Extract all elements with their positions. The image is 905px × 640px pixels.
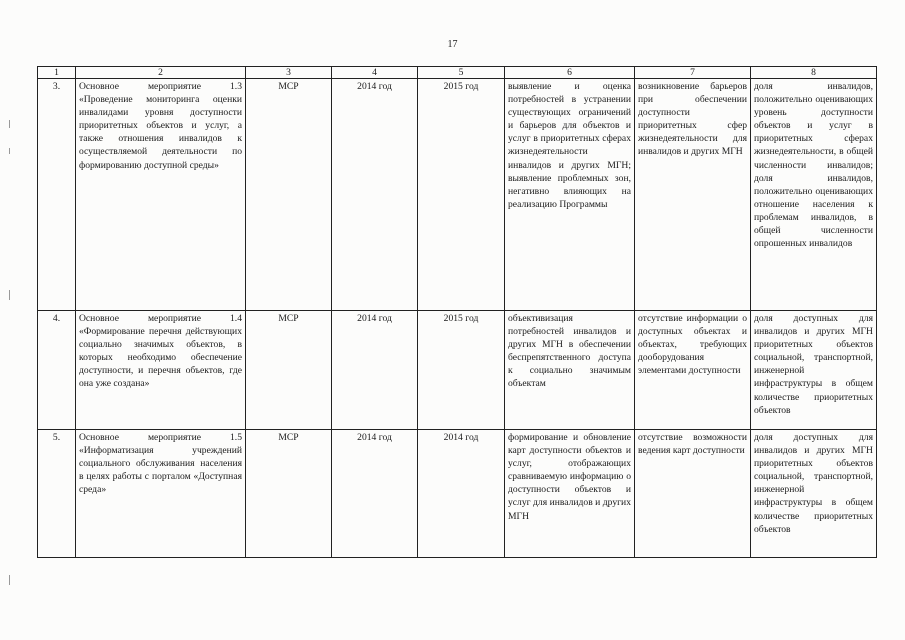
column-header: 2 [76,67,246,79]
consequence: отсутствие возможности ведения карт доступности [635,430,751,558]
expected-result: выявление и оценка потребностей в устранении существующих ограничений и барьеров для объектов и услуг в приоритетных сферах жизнедеятельности инвалидов и других МГН; выявление проблемных зон, негативно влияющих на реализацию Программы [505,79,635,311]
measures-table [37,66,877,558]
executor: МСР [246,311,332,430]
consequence: отсутствие информации о доступных объектах и объектах, требующих дооборудования элементами доступности [635,311,751,430]
margin-mark [9,575,10,585]
table-row [38,430,877,558]
indicator: доля доступных для инвалидов и других МГН приоритетных объектов социальной, транспортной, инженерной инфраструктуры в общем количестве приоритетных объектов [751,430,877,558]
row-number: 4. [38,311,76,430]
column-header: 3 [246,67,332,79]
start-year: 2014 год [332,430,418,558]
end-year: 2015 год [418,79,505,311]
indicator: доля доступных для инвалидов и других МГН приоритетных объектов социальной, транспортной, инженерной инфраструктуры в общем количестве приоритетных объектов [751,311,877,430]
column-number-row [38,67,877,79]
expected-result: формирование и обновление карт доступности объектов и услуг, отображающих сравниваемую информацию о доступности объектов и услуг для инвалидов и других МГН [505,430,635,558]
consequence: возникновение барьеров при обеспечении доступности приоритетных сфер жизнедеятельности для инвалидов и других МГН [635,79,751,311]
margin-mark [9,290,10,300]
margin-mark [9,120,10,128]
column-header: 5 [418,67,505,79]
row-number: 3. [38,79,76,311]
table-row [38,79,877,311]
table-row [38,311,877,430]
start-year: 2014 год [332,79,418,311]
measure-name: Основное мероприятие 1.4 «Формирование перечня действующих социально значимых объектов, в которых необходимо обеспечение доступности, и перечня объектов, где она уже создана» [76,311,246,430]
row-number: 5. [38,430,76,558]
indicator: доля инвалидов, положительно оценивающих уровень доступности объектов и услуг в приоритетных сферах жизнедеятельности, в общей численности инвалидов; доля инвалидов, положительно оценивающих отношение населения к проблемам инвалидов, в общей численности опрошенных инвалидов [751,79,877,311]
margin-mark [9,148,10,154]
measure-name: Основное мероприятие 1.5 «Информатизация учреждений социального обслуживания населения в целях работы с порталом «Доступная среда» [76,430,246,558]
expected-result: объективизация потребностей инвалидов и других МГН в обеспечении беспрепятственного доступа к социально значимым объектам [505,311,635,430]
executor: МСР [246,79,332,311]
column-header: 6 [505,67,635,79]
start-year: 2014 год [332,311,418,430]
column-header: 7 [635,67,751,79]
executor: МСР [246,430,332,558]
column-header: 1 [38,67,76,79]
column-header: 8 [751,67,877,79]
measure-name: Основное мероприятие 1.3 «Проведение мониторинга оценки инвалидами уровня доступности приоритетных объектов и услуг, а также отношения инвалидов к осуществляемой деятельности по формированию доступной среды» [76,79,246,311]
column-header: 4 [332,67,418,79]
page-number: 17 [447,39,458,50]
end-year: 2014 год [418,430,505,558]
end-year: 2015 год [418,311,505,430]
